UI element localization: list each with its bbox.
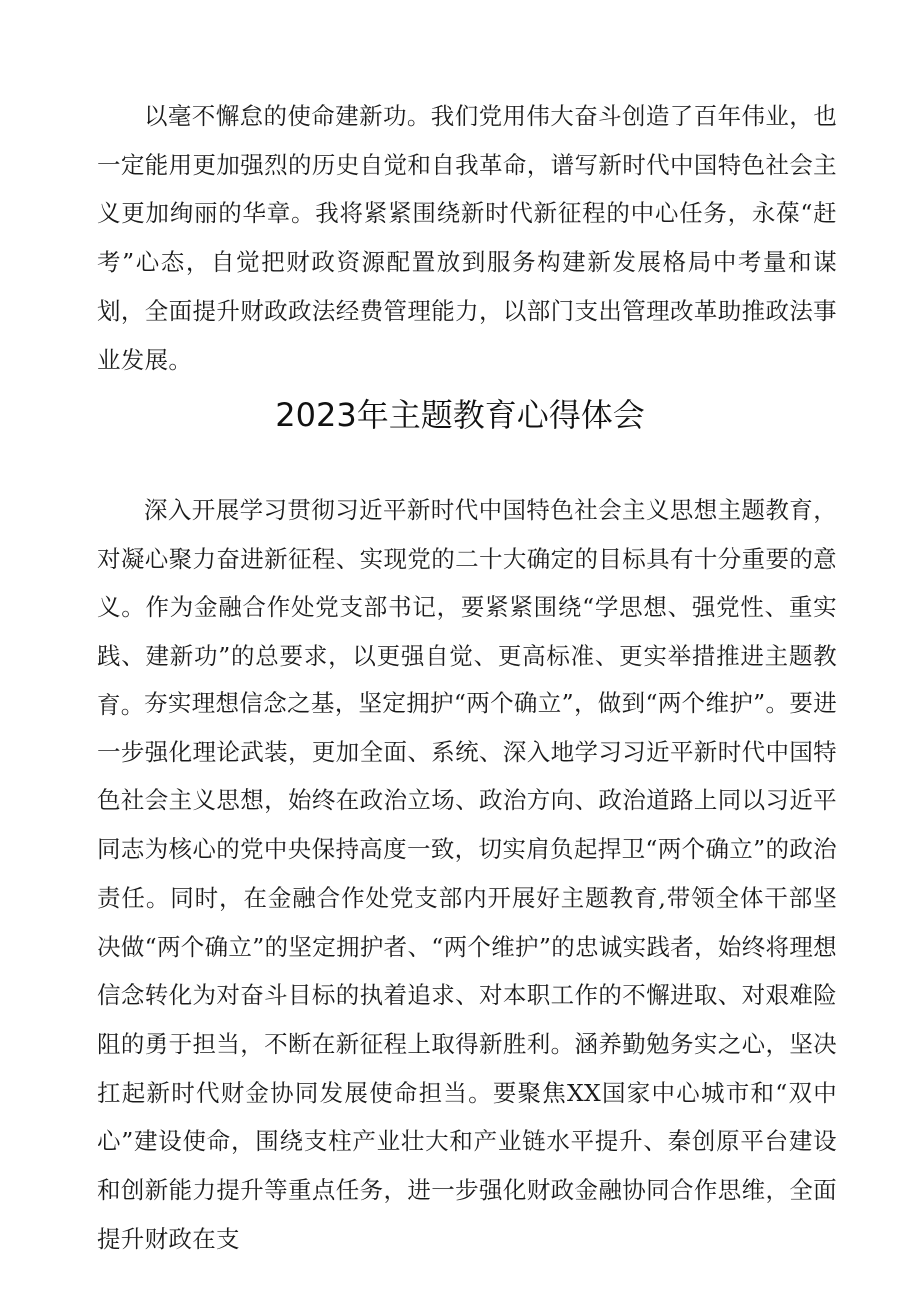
paragraph-3: 夯实理想信念之基，坚定拥护“两个确立”，做到“两个维护”。要进一步强化理论武装，更加全面、系统、深入地学习习近平新时代中国特色社会主义思想，始终在政治立场、政治方向、政治道路上同以习近平同志为核心的党中央保持高度一致，切实肩负起捍卫“两个确立”的政治责任。同时，在金融合作处党支部内开展好主题教育,带领全体干部坚决做“两个确立”的坚定拥护者、“两个维护”的忠诚实践者，始终将理想信念转化为对奋斗目标的执着追求、对本职工作的不懈进取、对艰难险阻的勇于担当，不断在新征程上取得新胜利。涵养勤勉务实之心，坚决扛起新时代财金协同发展使命担当。要聚焦XX国家中心城市和“双中心”建设使命，围绕支柱产业壮大和产业链水平提升、秦创原平台建设和创新能力提升等重点任务，进一步强化财政金融协同合作思维，全面提升财政在支 [97,689,837,1253]
paragraph-2: 深入开展学习贯彻习近平新时代中国特色社会主义思想主题教育，对凝心聚力奋进新征程、实现党的二十大确定的目标具有十分重要的意义。作为金融合作处党支部书记，要紧紧围绕“学思想、强党性、重实践、建新功”的总要求，以更强自觉、更高标准、更实举措推进主题教育。 [97,496,837,719]
paragraph-1: 以毫不懈怠的使命建新功。我们党用伟大奋斗创造了百年伟业，也一定能用更加强烈的历史自觉和自我革命，谱写新时代中国特色社会主义更加绚丽的华章。我将紧紧围绕新时代新征程的中心任务，永葆“赶考”心态，自觉把财政资源配置放到服务构建新发展格局中考量和谋划，全面提升财政政法经费管理能力，以部门支出管理改革助推政法事业发展。 [97,102,837,374]
document-title: 2023年主题教育心得体会 [275,396,645,434]
